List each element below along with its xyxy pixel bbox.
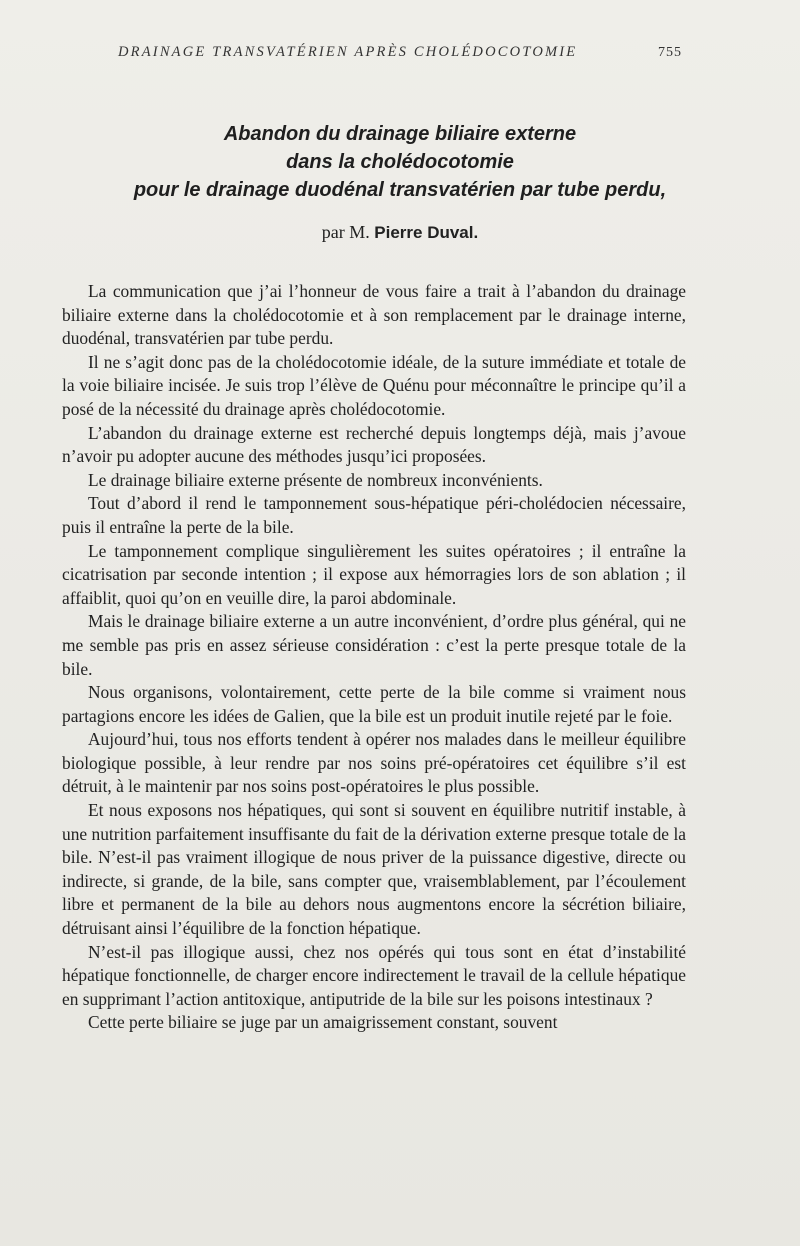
paragraph-6: Le tamponnement complique singulièrement les suites opératoires ; il entraîne la cicatrisation par seconde intention ; il expose aux hémorragies lors de son ablation ; il affaiblit, quoi qu’on en veuille dire, la paroi abdominale. xyxy=(62,540,686,608)
paragraph-7: Mais le drainage biliaire externe a un autre inconvénient, d’ordre plus général, qui ne me semble pas pris en assez sérieuse considération : c’est la perte presque totale de la bile. xyxy=(62,611,686,679)
paragraph-3: L’abandon du drainage externe est recherché depuis longtemps déjà, mais j’avoue n’avoir pu adopter aucune des méthodes jusqu’ici proposées. xyxy=(62,422,686,467)
title-line-2: dans la cholédocotomie xyxy=(286,151,514,173)
title-line-1: Abandon du drainage biliaire externe xyxy=(223,123,577,145)
paragraph-10: Et nous exposons nos hépatiques, qui sont si souvent en équilibre nutritif instable, à une nutrition parfaitement insuffisante du fait de la dérivation externe presque totale de la bile. N’est-il pas vraiment illogique de nous priver de la puissance digestive, directe ou indirecte, si grande, de la bile, sans compter que, vraisemblablement, par l’écoulement libre et permanent de la bile au dehors nous augmentons encore la sécrétion biliaire, détruisant ainsi l’équilibre de la fonction hépatique. xyxy=(62,800,686,939)
paragraph-11: N’est-il pas illogique aussi, chez nos opérés qui tous sont en état d’instabilité hépatique fonctionnelle, de charger encore indirectement le travail de la cellule hépatique en supprimant l’action antitoxique, antiputride de la bile sur les poisons intestinaux ? xyxy=(62,941,686,1009)
paragraph-12: Cette perte biliaire se juge par un amaigrissement constant, souvent xyxy=(88,1012,558,1033)
paragraph-9: Aujourd’hui, tous nos efforts tendent à opérer nos malades dans le meilleur équilibre biologique possible, à leur rendre par nos soins pré-opératoires cet équilibre s’il est détruit, à le maintenir par nos soins post-opératoires le plus possible. xyxy=(62,729,686,797)
author-name: Pierre Duval. xyxy=(374,223,479,242)
page-number: 755 xyxy=(658,45,682,60)
paragraph-1: La communication que j’ai l’honneur de vous faire a trait à l’abandon du drainage biliaire externe dans la cholédocotomie et à son remplacement par le drainage interne, duodénal, transvatérien par tube perdu. xyxy=(62,281,686,349)
author-prefix: par M. xyxy=(321,222,370,242)
paragraph-2: Il ne s’agit donc pas de la cholédocotomie idéale, de la suture immédiate et totale de la voie biliaire incisée. Je suis trop l’élève de Quénu pour méconnaître le principe qu’il a posé de la nécessité du drainage après cholédocotomie. xyxy=(62,351,686,419)
paragraph-5: Tout d’abord il rend le tamponnement sous-hépatique péri-cholédocien nécessaire, puis il entraîne la perte de la bile. xyxy=(62,493,686,537)
title-line-3: pour le drainage duodénal transvatérien par tube perdu, xyxy=(133,179,667,201)
running-title: DRAINAGE TRANSVATÉRIEN APRÈS CHOLÉDOCOTOMIE xyxy=(118,44,578,60)
article-body xyxy=(62,280,686,1035)
article-title xyxy=(40,120,760,204)
author-line xyxy=(40,222,760,243)
paragraph-4: Le drainage biliaire externe présente de nombreux inconvénients. xyxy=(88,469,543,490)
paragraph-8: Nous organisons, volontairement, cette perte de la bile comme si vraiment nous partagions encore les idées de Galien, que la bile est un produit inutile rejeté par le foie. xyxy=(62,682,686,726)
